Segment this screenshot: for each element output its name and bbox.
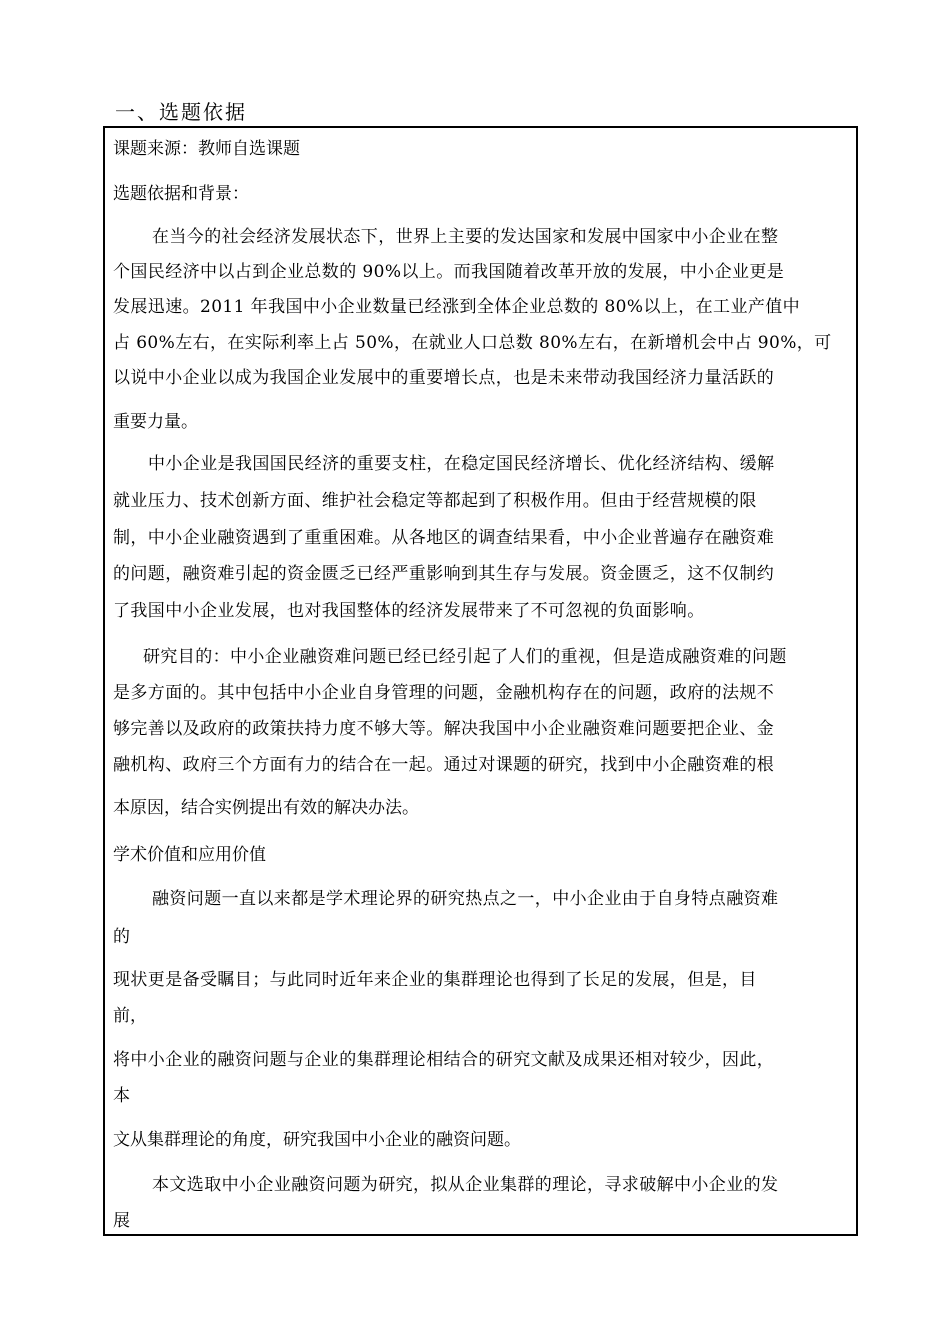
para1-line: 重要力量。 xyxy=(113,412,198,432)
source-line: 课题来源：教师自选课题 xyxy=(113,139,300,159)
para1-line: 以说中小企业以成为我国企业发展中的重要增长点，也是未来带动我国经济力量活跃的 xyxy=(113,368,775,388)
para2-line: 的问题，融资难引起的资金匮乏已经严重影响到其生存与发展。资金匮乏，这不仅制约 xyxy=(113,564,775,584)
section-heading: 一、选题依据 xyxy=(115,100,247,124)
para2-line: 中小企业是我国国民经济的重要支柱，在稳定国民经济增长、优化经济结构、缓解 xyxy=(148,454,775,474)
para4-line: 本 xyxy=(113,1086,130,1106)
para1-line: 个国民经济中以占到企业总数的 90%以上。而我国随着改革开放的发展，中小企业更是 xyxy=(113,262,785,282)
para3-line: 本原因，结合实例提出有效的解决办法。 xyxy=(113,798,419,818)
para5-line: 本文选取中小企业融资问题为研究，拟从企业集群的理论，寻求破解中小企业的发 xyxy=(152,1175,779,1195)
para1-line: 发展迅速。2011 年我国中小企业数量已经涨到全体企业总数的 80%以上，在工业产值中 xyxy=(113,297,801,317)
para1-line: 在当今的社会经济发展状态下，世界上主要的发达国家和发展中国家中小企业在整 xyxy=(152,227,779,247)
para4-line: 的 xyxy=(113,927,130,947)
para4-line: 融资问题一直以来都是学术理论界的研究热点之一，中小企业由于自身特点融资难 xyxy=(152,889,779,909)
para4-line: 前， xyxy=(113,1006,147,1026)
para4-line: 现状更是备受瞩目；与此同时近年来企业的集群理论也得到了长足的发展，但是，目 xyxy=(113,970,757,990)
para2-line: 就业压力、技术创新方面、维护社会稳定等都起到了积极作用。但由于经营规模的限 xyxy=(113,491,757,511)
para2-line: 制，中小企业融资遇到了重重困难。从各地区的调查结果看，中小企业普遍存在融资难 xyxy=(113,528,775,548)
para3-line: 研究目的：中小企业融资难问题已经已经引起了人们的重视，但是造成融资难的问题 xyxy=(143,647,787,667)
para3-line: 是多方面的。其中包括中小企业自身管理的问题，金融机构存在的问题，政府的法规不 xyxy=(113,683,775,703)
para3-line: 够完善以及政府的政策扶持力度不够大等。解决我国中小企业融资难问题要把企业、金 xyxy=(113,719,775,739)
para2-line: 了我国中小企业发展，也对我国整体的经济发展带来了不可忽视的负面影响。 xyxy=(113,601,705,621)
para4-line: 将中小企业的融资问题与企业的集群理论相结合的研究文献及成果还相对较少，因此， xyxy=(113,1050,775,1070)
para4-line: 文从集群理论的角度，研究我国中小企业的融资问题。 xyxy=(113,1130,521,1150)
background-label: 选题依据和背景： xyxy=(113,184,249,204)
para5-line: 展 xyxy=(113,1211,130,1231)
value-label: 学术价值和应用价值 xyxy=(113,845,266,865)
para1-line: 占 60%左右，在实际利率上占 50%，在就业人口总数 80%左右，在新增机会中占 90%，可 xyxy=(113,333,832,353)
para3-line: 融机构、政府三个方面有力的结合在一起。通过对课题的研究，找到中小企融资难的根 xyxy=(113,755,775,775)
